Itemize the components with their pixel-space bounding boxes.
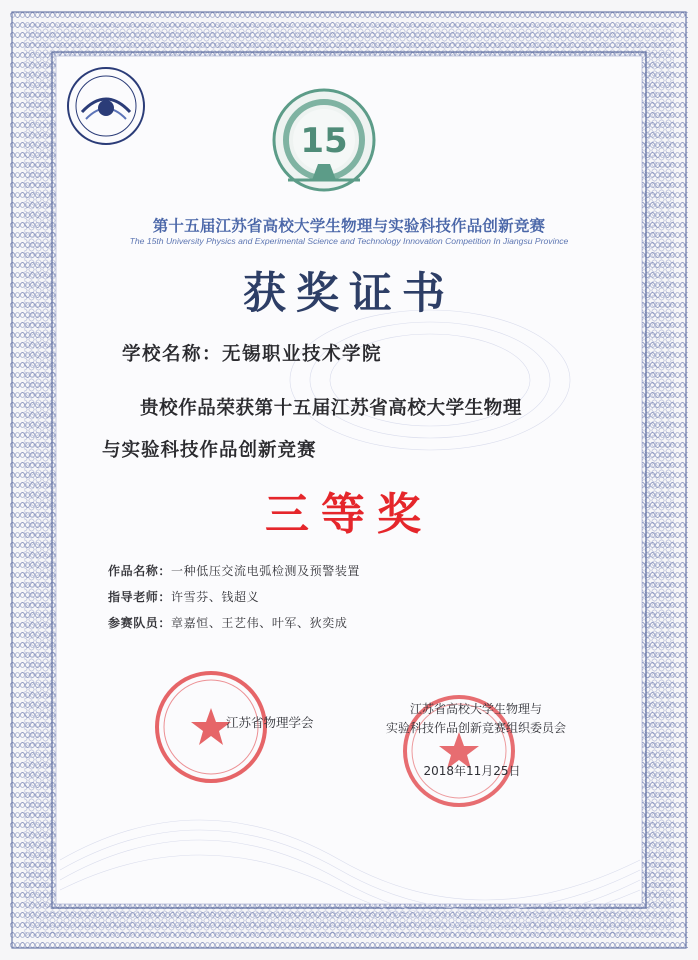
award-level: 三等奖 [265, 489, 433, 540]
advisor-value: 许雪芬、钱超义 [171, 590, 260, 604]
competition-title-english: The 15th University Physics and Experimental Science and Technology Innovation Competition In Jiangsu Province [129, 236, 569, 246]
organizer-right-line-1: 江苏省高校大学生物理与 [409, 702, 542, 716]
advisor-label: 指导老师： [108, 590, 172, 604]
organizer-right [366, 700, 586, 738]
svg-text:15: 15 [300, 121, 348, 161]
organizer-right-line-2: 实验科技作品创新竞赛组织委员会 [385, 721, 566, 735]
team-row [108, 614, 347, 631]
competition-15-logo-icon [268, 84, 380, 202]
university-logo-icon [64, 64, 148, 148]
work-name-label: 作品名称： [108, 564, 172, 578]
work-name-row [108, 562, 360, 579]
body-text-line-1: 贵校作品荣获第十五届江苏省高校大学生物理 [140, 398, 523, 419]
work-name-value: 一种低压交流电弧检测及预警装置 [171, 564, 361, 578]
school-line [122, 340, 382, 366]
advisor-row [108, 588, 259, 605]
body-text-line-2: 与实验科技作品创新竞赛 [102, 440, 317, 461]
organizer-left: 江苏省物理学会 [226, 715, 314, 730]
issue-date: 2018年11月25日 [423, 764, 521, 778]
competition-title: 第十五届江苏省高校大学生物理与实验科技作品创新竞赛 [152, 217, 546, 235]
certificate-title: 获奖证书 [243, 269, 455, 319]
team-value: 章嘉恒、王艺伟、叶军、狄奕成 [171, 616, 348, 630]
team-label: 参赛队员： [108, 616, 172, 630]
school-name: 无锡职业技术学院 [222, 344, 383, 365]
school-label: 学校名称： [122, 344, 223, 365]
